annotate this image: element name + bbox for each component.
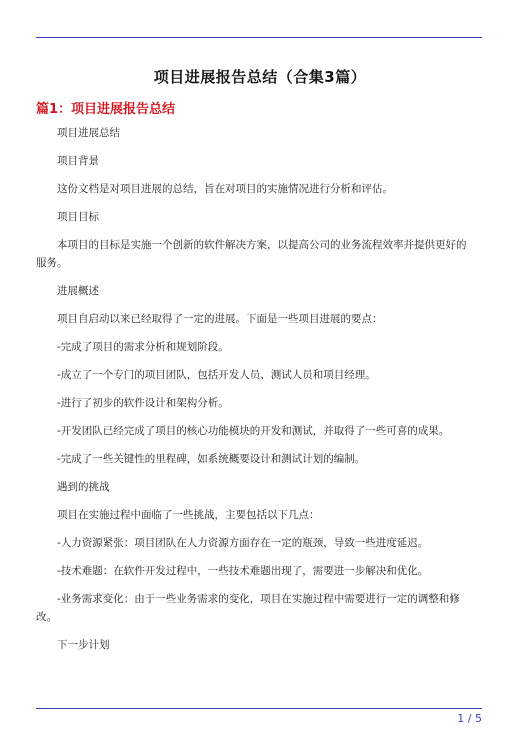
list-item: -完成了项目的需求分析和规划阶段。	[57, 341, 229, 353]
list-item: -技术难题：在软件开发过程中，一些技术难题出现了，需要进一步解决和优化。	[57, 565, 429, 577]
paragraph: 下一步计划	[57, 639, 110, 651]
list-item: -进行了初步的软件设计和架构分析。	[57, 397, 229, 409]
paragraph: 本项目的目标是实施一个创新的软件解决方案，以提高公司的业务流程效率并提供更好的服务。	[36, 239, 467, 269]
list-item: -人力资源紧张：项目团队在人力资源方面存在一定的瓶颈，导致一些进度延迟。	[57, 537, 429, 549]
document-body	[36, 124, 476, 664]
paragraph: 项目自启动以来已经取得了一定的进展。下面是一些项目进展的要点：	[57, 313, 383, 325]
section-heading: 篇1：项目进展报告总结	[36, 102, 176, 117]
list-item: -成立了一个专门的项目团队，包括开发人员、测试人员和项目经理。	[57, 369, 376, 381]
paragraph: 项目在实施过程中面临了一些挑战，主要包括以下几点：	[57, 509, 320, 521]
paragraph: 项目背景	[57, 155, 99, 167]
list-item: -完成了一些关键性的里程碑，如系统概要设计和测试计划的编制。	[57, 453, 366, 465]
paragraph: 遇到的挑战	[57, 481, 110, 493]
footer-rule	[36, 708, 482, 709]
paragraph: 这份文档是对项目进展的总结，旨在对项目的实施情况进行分析和评估。	[57, 183, 393, 195]
page-number: 1 / 5	[457, 712, 482, 725]
paragraph: 进展概述	[57, 285, 99, 297]
document-title: 项目进展报告总结（合集3篇）	[153, 68, 367, 86]
list-item: -业务需求变化：由于一些业务需求的变化，项目在实施过程中需要进行一定的调整和修改。	[36, 593, 460, 623]
paragraph: 项目进展总结	[57, 127, 120, 139]
list-item: -开发团队已经完成了项目的核心功能模块的开发和测试，并取得了一些可喜的成果。	[57, 425, 450, 437]
paragraph: 项目目标	[57, 211, 99, 223]
header-rule	[36, 37, 482, 38]
